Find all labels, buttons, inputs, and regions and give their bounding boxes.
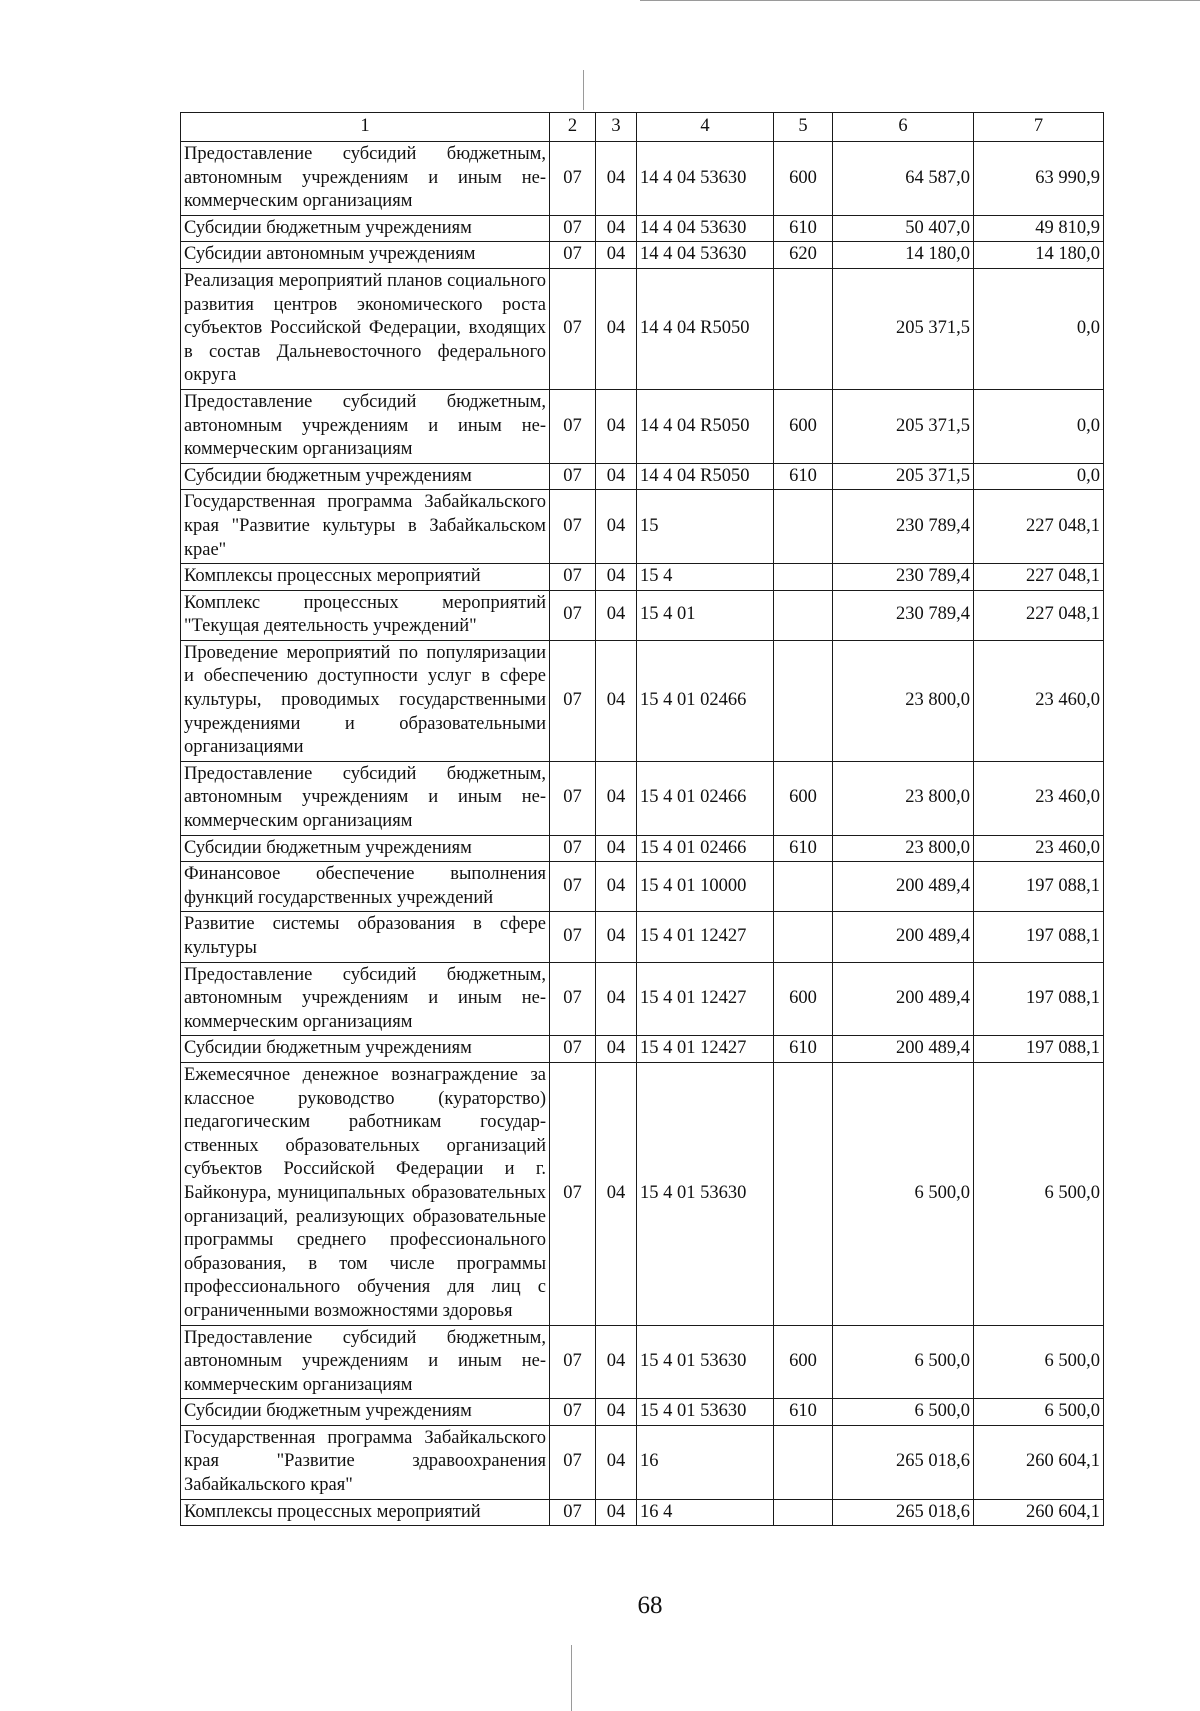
cell-expense-type: 620 (774, 242, 833, 269)
cell-expense-type (774, 862, 833, 912)
table-row (181, 962, 1104, 1036)
cell-section: 07 (550, 862, 596, 912)
cell-expense-type (774, 490, 833, 564)
table-row (181, 1399, 1104, 1426)
cell-name: Субсидии бюджетным учреждениям (181, 463, 550, 490)
cell-subsection: 04 (596, 1325, 637, 1399)
cell-amount-year1: 14 180,0 (833, 242, 974, 269)
scan-artifact-line-bottom (571, 1645, 572, 1711)
cell-amount-year2: 14 180,0 (974, 242, 1104, 269)
cell-name: Комплексы процессных мероприятий (181, 1499, 550, 1526)
cell-name: Комплексы процессных мероприятий (181, 564, 550, 591)
cell-expense-type (774, 564, 833, 591)
cell-section: 07 (550, 1399, 596, 1426)
cell-name: Субсидии бюджетным учреждениям (181, 215, 550, 242)
cell-section: 07 (550, 1062, 596, 1325)
cell-amount-year1: 6 500,0 (833, 1399, 974, 1426)
cell-name: Реализация мероприятий планов социального развития центров экономического роста субъектов Российской Федерации, входящих в состав Дальневосточного федерального округа (181, 268, 550, 389)
cell-section: 07 (550, 1425, 596, 1499)
cell-expense-type: 610 (774, 1399, 833, 1426)
cell-subsection: 04 (596, 1036, 637, 1063)
cell-amount-year2: 49 810,9 (974, 215, 1104, 242)
cell-amount-year1: 50 407,0 (833, 215, 974, 242)
cell-amount-year1: 205 371,5 (833, 463, 974, 490)
cell-section: 07 (550, 490, 596, 564)
table-row (181, 268, 1104, 389)
cell-expense-type: 600 (774, 389, 833, 463)
cell-amount-year1: 265 018,6 (833, 1425, 974, 1499)
header-cell: 3 (596, 113, 637, 142)
cell-target-article: 15 4 01 53630 (637, 1399, 774, 1426)
cell-expense-type (774, 1499, 833, 1526)
cell-name: Субсидии бюджетным учреждениям (181, 1036, 550, 1063)
cell-amount-year1: 200 489,4 (833, 962, 974, 1036)
cell-amount-year1: 23 800,0 (833, 640, 974, 761)
cell-section: 07 (550, 590, 596, 640)
cell-expense-type (774, 268, 833, 389)
cell-name: Комплекс процессных мероприятий "Текущая деятельность учреждений" (181, 590, 550, 640)
table-row (181, 835, 1104, 862)
cell-subsection: 04 (596, 1425, 637, 1499)
cell-target-article: 15 4 01 02466 (637, 835, 774, 862)
cell-subsection: 04 (596, 862, 637, 912)
cell-subsection: 04 (596, 962, 637, 1036)
cell-target-article: 16 (637, 1425, 774, 1499)
cell-expense-type: 610 (774, 1036, 833, 1063)
table-body (181, 142, 1104, 1526)
cell-name: Предоставление субсидий бюджетным, автономным учреждениям и иным некоммерческим организациям (181, 389, 550, 463)
cell-amount-year2: 197 088,1 (974, 962, 1104, 1036)
cell-amount-year1: 230 789,4 (833, 490, 974, 564)
cell-name: Субсидии автономным учреждениям (181, 242, 550, 269)
cell-section: 07 (550, 962, 596, 1036)
cell-amount-year2: 6 500,0 (974, 1325, 1104, 1399)
table-row (181, 490, 1104, 564)
cell-section: 07 (550, 242, 596, 269)
table-row (181, 1062, 1104, 1325)
page-number: 68 (637, 1592, 663, 1619)
cell-amount-year1: 200 489,4 (833, 912, 974, 962)
cell-subsection: 04 (596, 215, 637, 242)
cell-section: 07 (550, 463, 596, 490)
cell-subsection: 04 (596, 912, 637, 962)
cell-section: 07 (550, 835, 596, 862)
cell-amount-year2: 0,0 (974, 463, 1104, 490)
cell-target-article: 16 4 (637, 1499, 774, 1526)
cell-amount-year2: 23 460,0 (974, 640, 1104, 761)
cell-section: 07 (550, 142, 596, 216)
cell-target-article: 15 4 01 53630 (637, 1325, 774, 1399)
cell-amount-year1: 200 489,4 (833, 862, 974, 912)
cell-name: Предоставление субсидий бюджетным, автономным учреждениям и иным некоммерческим организациям (181, 761, 550, 835)
cell-name: Предоставление субсидий бюджетным, автономным учреждениям и иным некоммерческим организациям (181, 142, 550, 216)
cell-amount-year2: 63 990,9 (974, 142, 1104, 216)
cell-name: Государственная программа Забайкальского края "Развитие культуры в Забайкальском крае" (181, 490, 550, 564)
cell-target-article: 15 4 (637, 564, 774, 591)
cell-amount-year2: 227 048,1 (974, 590, 1104, 640)
cell-expense-type: 610 (774, 463, 833, 490)
cell-amount-year2: 260 604,1 (974, 1425, 1104, 1499)
cell-subsection: 04 (596, 142, 637, 216)
cell-subsection: 04 (596, 640, 637, 761)
table-row (181, 1499, 1104, 1526)
cell-expense-type: 610 (774, 835, 833, 862)
cell-subsection: 04 (596, 1399, 637, 1426)
cell-amount-year1: 64 587,0 (833, 142, 974, 216)
cell-amount-year1: 23 800,0 (833, 835, 974, 862)
cell-subsection: 04 (596, 590, 637, 640)
cell-section: 07 (550, 640, 596, 761)
budget-table (180, 112, 1104, 1526)
cell-subsection: 04 (596, 1499, 637, 1526)
cell-name: Развитие системы образования в сфере культуры (181, 912, 550, 962)
cell-section: 07 (550, 215, 596, 242)
table-row (181, 1325, 1104, 1399)
table-row (181, 142, 1104, 216)
cell-amount-year1: 205 371,5 (833, 268, 974, 389)
cell-subsection: 04 (596, 268, 637, 389)
cell-amount-year1: 6 500,0 (833, 1062, 974, 1325)
table-row (181, 463, 1104, 490)
cell-expense-type: 600 (774, 761, 833, 835)
table-row (181, 215, 1104, 242)
cell-target-article: 14 4 04 53630 (637, 215, 774, 242)
table-row (181, 590, 1104, 640)
cell-amount-year2: 23 460,0 (974, 835, 1104, 862)
cell-section: 07 (550, 1499, 596, 1526)
cell-name: Предоставление субсидий бюджетным, автономным учреждениям и иным некоммерческим организациям (181, 962, 550, 1036)
cell-target-article: 15 4 01 (637, 590, 774, 640)
cell-amount-year2: 260 604,1 (974, 1499, 1104, 1526)
table-row (181, 862, 1104, 912)
cell-amount-year2: 197 088,1 (974, 1036, 1104, 1063)
cell-name: Субсидии бюджетным учреждениям (181, 835, 550, 862)
cell-amount-year2: 197 088,1 (974, 862, 1104, 912)
cell-subsection: 04 (596, 1062, 637, 1325)
cell-amount-year2: 227 048,1 (974, 490, 1104, 564)
cell-target-article: 15 4 01 12427 (637, 962, 774, 1036)
header-row (181, 113, 1104, 142)
cell-target-article: 14 4 04 53630 (637, 242, 774, 269)
cell-target-article: 15 4 01 02466 (637, 761, 774, 835)
cell-amount-year1: 205 371,5 (833, 389, 974, 463)
cell-target-article: 15 4 01 02466 (637, 640, 774, 761)
table-row (181, 1036, 1104, 1063)
cell-amount-year1: 230 789,4 (833, 564, 974, 591)
table-row (181, 912, 1104, 962)
cell-amount-year1: 265 018,6 (833, 1499, 974, 1526)
cell-subsection: 04 (596, 389, 637, 463)
cell-section: 07 (550, 564, 596, 591)
table-row (181, 242, 1104, 269)
cell-target-article: 14 4 04 R5050 (637, 463, 774, 490)
table-row (181, 389, 1104, 463)
cell-amount-year1: 6 500,0 (833, 1325, 974, 1399)
cell-section: 07 (550, 1325, 596, 1399)
cell-subsection: 04 (596, 463, 637, 490)
cell-expense-type (774, 640, 833, 761)
header-cell: 4 (637, 113, 774, 142)
cell-amount-year2: 0,0 (974, 268, 1104, 389)
cell-expense-type: 600 (774, 962, 833, 1036)
scan-artifact-line-fold (583, 70, 584, 110)
cell-target-article: 15 4 01 12427 (637, 1036, 774, 1063)
cell-expense-type (774, 590, 833, 640)
cell-amount-year2: 6 500,0 (974, 1062, 1104, 1325)
scan-artifact-line-top (640, 0, 1200, 1)
cell-name: Государственная программа Забайкальского края "Развитие здравоохранения Забайкальского края" (181, 1425, 550, 1499)
cell-amount-year1: 230 789,4 (833, 590, 974, 640)
cell-name: Ежемесячное денежное вознаграждение за классное руководство (кураторство) педагогическим работникам государственных образовательных организаций субъектов Российской Федерации и г. Байконура, муниципальных образовательных организаций, реализующих образовательные программы среднего профессионального образования, в том числе программы профессионального обучения для лиц с ограниченными возможностями здоровья (181, 1062, 550, 1325)
header-cell: 2 (550, 113, 596, 142)
header-cell: 6 (833, 113, 974, 142)
cell-target-article: 14 4 04 R5050 (637, 389, 774, 463)
cell-subsection: 04 (596, 490, 637, 564)
cell-expense-type (774, 1062, 833, 1325)
cell-amount-year2: 197 088,1 (974, 912, 1104, 962)
cell-amount-year2: 6 500,0 (974, 1399, 1104, 1426)
table-row (181, 1425, 1104, 1499)
table-row (181, 761, 1104, 835)
table-row (181, 564, 1104, 591)
cell-section: 07 (550, 761, 596, 835)
header-cell: 1 (181, 113, 550, 142)
cell-subsection: 04 (596, 835, 637, 862)
cell-subsection: 04 (596, 564, 637, 591)
cell-target-article: 15 4 01 10000 (637, 862, 774, 912)
cell-expense-type (774, 1425, 833, 1499)
cell-target-article: 14 4 04 R5050 (637, 268, 774, 389)
cell-name: Субсидии бюджетным учреждениям (181, 1399, 550, 1426)
cell-section: 07 (550, 912, 596, 962)
cell-target-article: 15 4 01 53630 (637, 1062, 774, 1325)
cell-section: 07 (550, 1036, 596, 1063)
cell-section: 07 (550, 389, 596, 463)
cell-subsection: 04 (596, 242, 637, 269)
header-cell: 5 (774, 113, 833, 142)
cell-subsection: 04 (596, 761, 637, 835)
cell-amount-year2: 227 048,1 (974, 564, 1104, 591)
cell-expense-type (774, 912, 833, 962)
cell-amount-year2: 23 460,0 (974, 761, 1104, 835)
cell-name: Финансовое обеспечение выполнения функций государственных учреждений (181, 862, 550, 912)
cell-section: 07 (550, 268, 596, 389)
cell-amount-year1: 200 489,4 (833, 1036, 974, 1063)
header-cell: 7 (974, 113, 1104, 142)
cell-target-article: 14 4 04 53630 (637, 142, 774, 216)
cell-name: Проведение мероприятий по популяризации и обеспечению доступности услуг в сфере культуры, проводимых государственными учреждениями и образовательными организациями (181, 640, 550, 761)
cell-amount-year2: 0,0 (974, 389, 1104, 463)
table-row (181, 640, 1104, 761)
cell-amount-year1: 23 800,0 (833, 761, 974, 835)
cell-expense-type: 610 (774, 215, 833, 242)
cell-target-article: 15 4 01 12427 (637, 912, 774, 962)
cell-expense-type: 600 (774, 1325, 833, 1399)
cell-expense-type: 600 (774, 142, 833, 216)
cell-target-article: 15 (637, 490, 774, 564)
cell-name: Предоставление субсидий бюджетным, автономным учреждениям и иным некоммерческим организациям (181, 1325, 550, 1399)
